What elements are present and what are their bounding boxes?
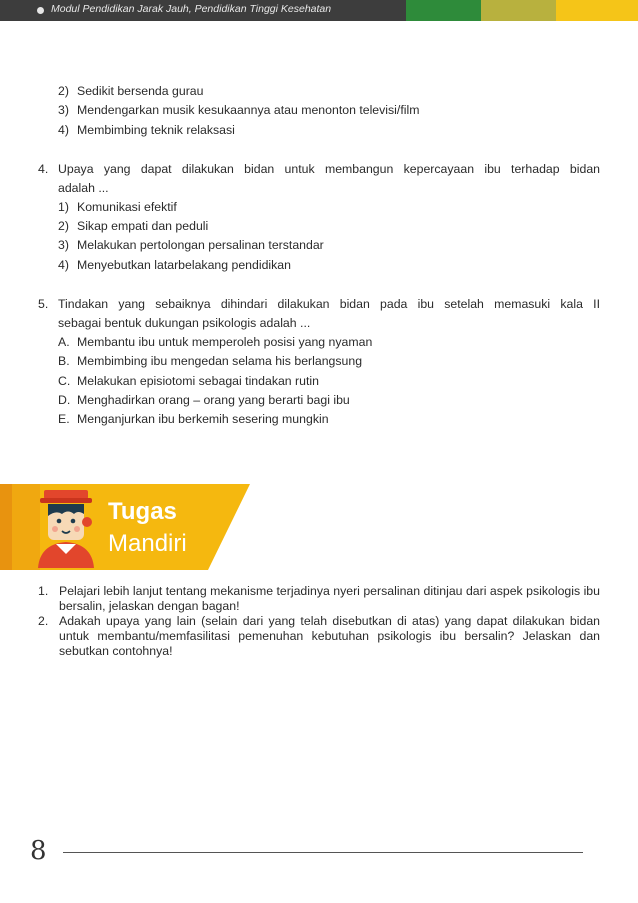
option-number: 2) — [58, 219, 69, 233]
footer-divider — [63, 852, 583, 853]
option-letter: E. — [58, 412, 70, 426]
option-letter: C. — [58, 374, 71, 388]
option-text: Membantu ibu untuk memperoleh posisi yang nyaman — [77, 335, 373, 349]
page-number: 8 — [30, 836, 47, 866]
task-number: 1. — [38, 584, 49, 598]
question-5-stem-line1: Tindakan yang sebaiknya dihindari dilakukan bidan pada ibu setelah memasuki kala II — [58, 297, 600, 311]
option-letter: B. — [58, 354, 70, 368]
option-text: Sikap empati dan peduli — [77, 219, 209, 233]
task-number: 2. — [38, 614, 49, 628]
page-header — [0, 0, 638, 21]
banner-title-bold: Tugas — [108, 498, 177, 525]
student-character-icon — [30, 488, 102, 568]
option-letter: A. — [58, 335, 70, 349]
option-text: Melakukan pertolongan persalinan terstandar — [77, 238, 324, 252]
option-number: 3) — [58, 238, 69, 252]
list-item — [38, 584, 600, 616]
option-text: Melakukan episiotomi sebagai tindakan rutin — [77, 374, 319, 388]
option-text: Menyebutkan latarbelakang pendidikan — [77, 258, 291, 272]
option-text: Menganjurkan ibu berkemih sesering mungkin — [77, 412, 329, 426]
header-green-band — [406, 0, 481, 21]
header-yellow-band — [556, 0, 638, 21]
question-4-stem-line1: Upaya yang dapat dilakukan bidan untuk membangun kepercayaan ibu terhadap bidan — [58, 162, 600, 176]
option-text: Komunikasi efektif — [77, 200, 177, 214]
option-text: Menghadirkan orang – orang yang berarti bagi ibu — [77, 393, 350, 407]
item-number: 4) — [58, 123, 69, 137]
banner-title-regular: Mandiri — [108, 530, 187, 557]
question-4-stem-line2: adalah ... — [58, 181, 109, 195]
list-item — [38, 614, 600, 662]
option-number: 4) — [58, 258, 69, 272]
banner-orange-strip — [0, 484, 12, 570]
task-text: Pelajari lebih lanjut tentang mekanisme terjadinya nyeri persalinan ditinjau dari aspek psikologis ibu bersalin, jelaskan dengan bagan! — [59, 584, 600, 613]
task-text: Adakah upaya yang lain (selain dari yang telah disebutkan di atas) yang dapat dilakukan bidan untuk membantu/memfasilitasi pemenuhan kebutuhan psikologis ibu bersalin? Jelaskan dan sebutkan contohnya! — [59, 614, 600, 658]
item-text: Mendengarkan musik kesukaannya atau menonton televisi/film — [77, 103, 420, 117]
header-title: Modul Pendidikan Jarak Jauh, Pendidikan Tinggi Kesehatan — [51, 3, 332, 15]
option-letter: D. — [58, 393, 71, 407]
option-number: 1) — [58, 200, 69, 214]
question-5-number: 5. — [38, 297, 49, 311]
question-4-number: 4. — [38, 162, 49, 176]
item-text: Membimbing teknik relaksasi — [77, 123, 235, 137]
header-bullet-icon — [37, 7, 44, 14]
header-olive-band — [481, 0, 556, 21]
question-5-stem-line2: sebagai bentuk dukungan psikologis adalah ... — [58, 316, 311, 330]
item-text: Sedikit bersenda gurau — [77, 84, 204, 98]
item-number: 3) — [58, 103, 69, 117]
item-number: 2) — [58, 84, 69, 98]
option-text: Membimbing ibu mengedan selama his berlangsung — [77, 354, 363, 368]
